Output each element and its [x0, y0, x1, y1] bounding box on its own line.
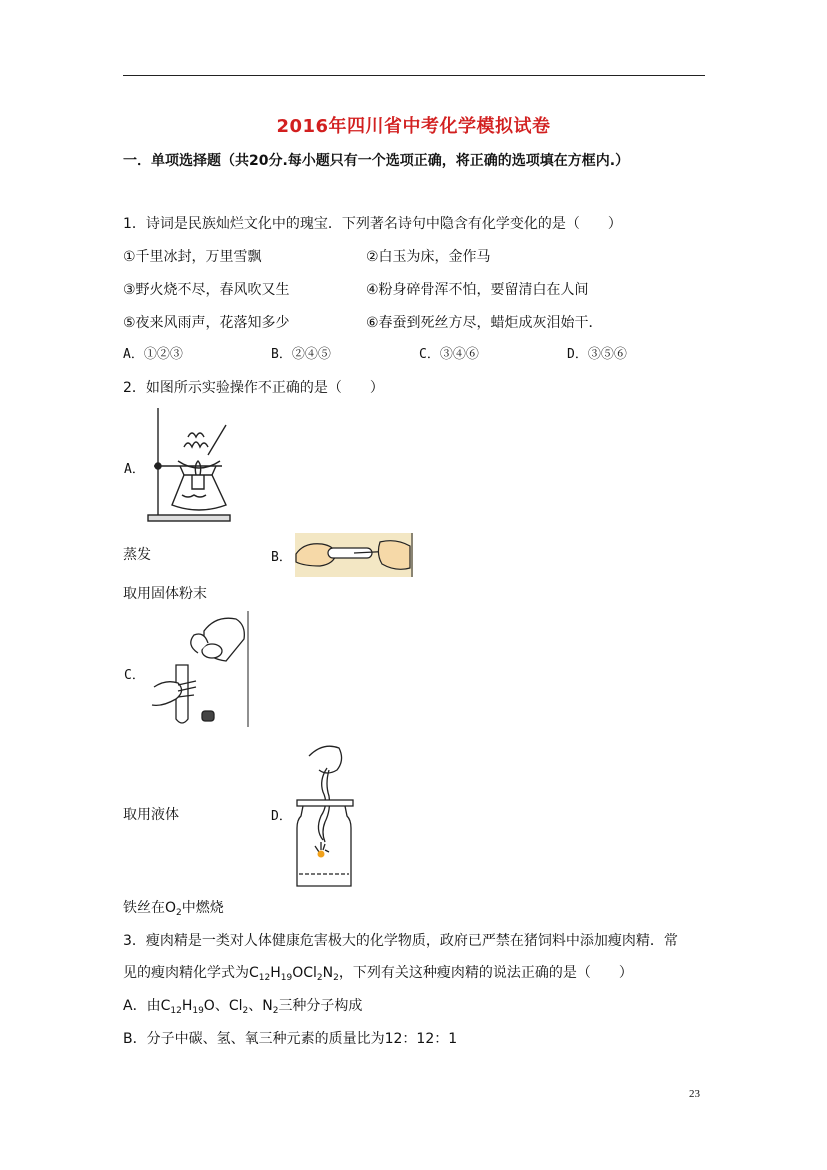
powder-figure: [294, 532, 414, 578]
header-rule: [123, 75, 705, 76]
q1-option-d: D．③⑤⑥: [567, 347, 627, 362]
q1-item-1: ①千里冰封，万里雪飘: [123, 249, 262, 265]
q1-item-4: ④粉身碎骨浑不怕，要留清白在人间: [366, 282, 589, 298]
section-heading: 一．单项选择题（共20分.每小题只有一个选项正确，将正确的选项填在方框内.）: [123, 153, 630, 169]
iron-wire-figure: [293, 740, 355, 892]
q3-stem-line2: 见的瘦肉精化学式为$C_{12}H_{19}OCl_2N_2$，下列有关这种瘦肉精的说法正确的是（ ）: [123, 965, 633, 983]
q1-item-6: ⑥春蚕到死丝方尽，蜡炬成灰泪始干．: [366, 315, 603, 331]
q3-option-a: A．由$C_{12}H_{19}O$、$Cl_2$、$N_2$三种分子构成: [123, 998, 363, 1016]
q2-label-c: C．: [124, 668, 145, 683]
evaporation-figure: [144, 403, 236, 523]
q1-item-2: ②白玉为床，金作马: [366, 249, 491, 265]
q2-caption-a: 蒸发: [123, 547, 151, 563]
q2-stem: 2．如图所示实验操作不正确的是（ ）: [123, 380, 384, 396]
q1-option-a: A．①②③: [123, 347, 183, 362]
page-title: 2016年四川省中考化学模拟试卷: [276, 116, 551, 137]
q2-caption-c: 取用液体: [123, 807, 179, 823]
page-number: 23: [689, 1088, 700, 1100]
q2-caption-d: 铁丝在$O_2$中燃烧: [123, 900, 224, 918]
q1-item-3: ③野火烧不尽，春风吹又生: [123, 282, 290, 298]
q2-label-d: D．: [271, 809, 292, 824]
q3-option-b: B．分子中碳、氢、氧三种元素的质量比为12：12：1: [123, 1031, 458, 1047]
q1-item-5: ⑤夜来风雨声，花落知多少: [123, 315, 290, 331]
q2-caption-b: 取用固体粉末: [123, 586, 207, 602]
q2-label-b: B．: [271, 550, 292, 565]
q3-stem-line1: 3．瘦肉精是一类对人体健康危害极大的化学物质，政府已严禁在猪饲料中添加瘦肉精．常: [123, 933, 678, 949]
q1-stem: 1．诗词是民族灿烂文化中的瑰宝．下列著名诗句中隐含有化学变化的是（ ）: [123, 216, 622, 232]
q1-option-c: C．③④⑥: [419, 347, 479, 362]
pour-liquid-figure: [146, 609, 250, 729]
q2-label-a: A．: [124, 462, 145, 477]
q1-option-b: B．②④⑤: [271, 347, 331, 362]
